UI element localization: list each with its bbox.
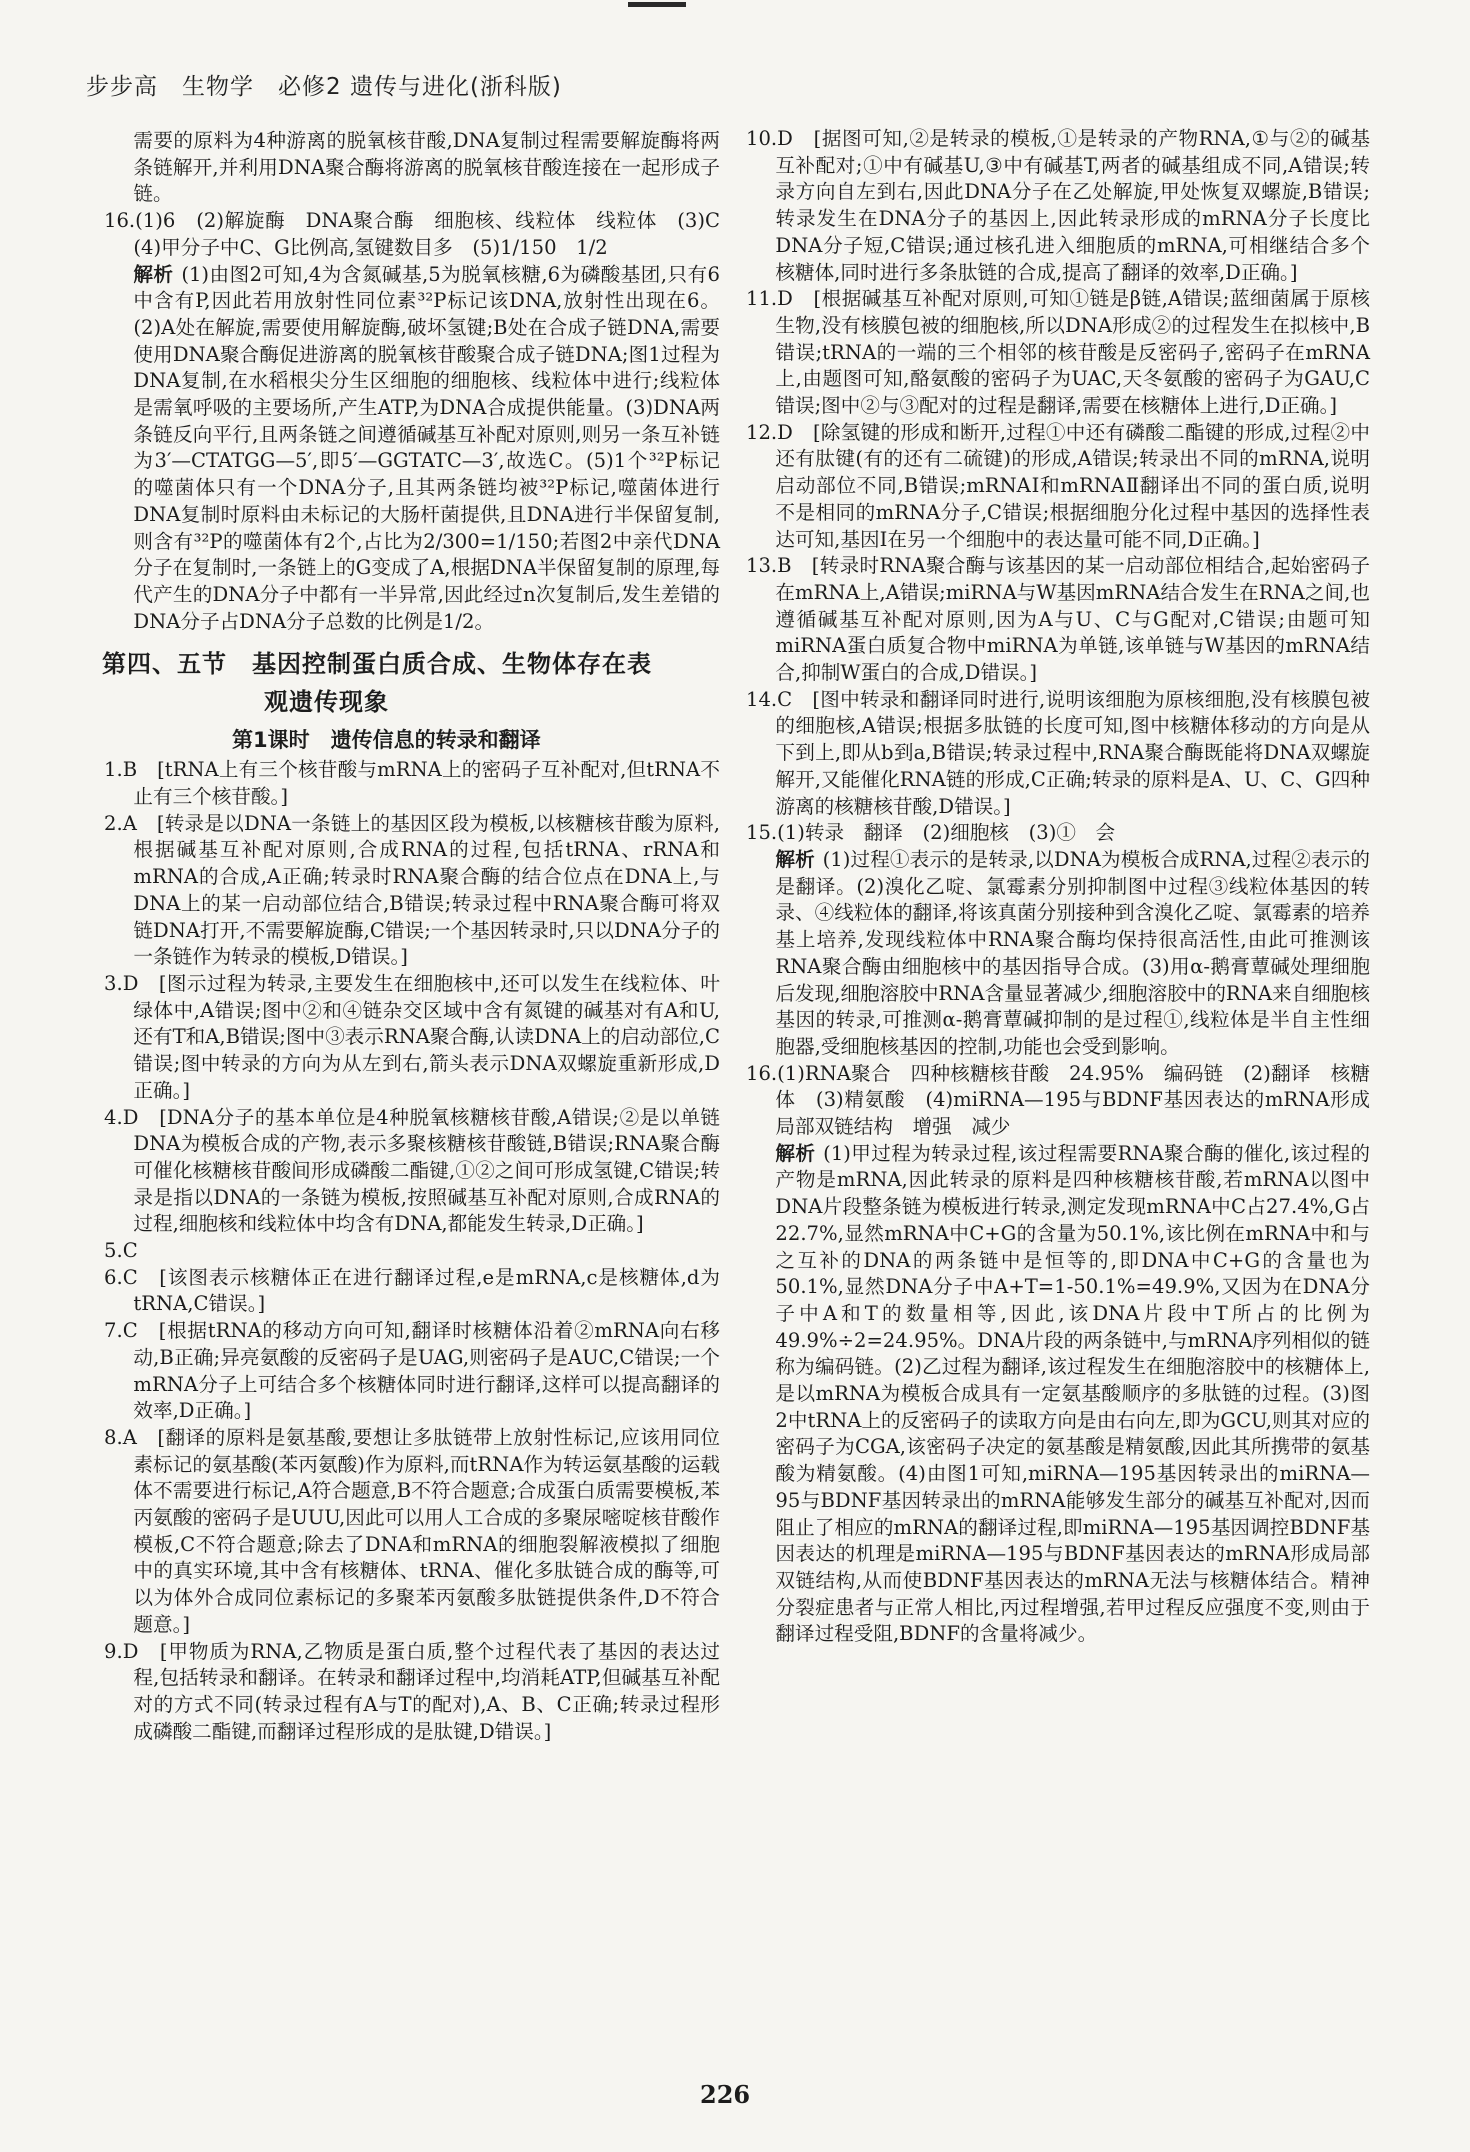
answer-14: 14.C [图中转录和翻译同时进行,说明该细胞为原核细胞,没有核膜包被的细胞核,A错误;根据多肽链的长度可知,图中核糖体移动的方向是从下到上,即从b到a,B错误;转录过程中,RNA聚合酶既能将DNA双螺旋解开,又能催化RNA链的形成,C正确;转录的原料是A、U、C、G四种游离的核糖核苷酸,D错误。] [746, 687, 1370, 818]
answer-16: 16.(1)6 (2)解旋酶 DNA聚合酶 细胞核、线粒体 线粒体 (3)C (4)甲分子中C、G比例高,氢键数目多 (5)1/150 1/2 [104, 209, 740, 259]
lesson-title: 第1课时 遗传信息的转录和翻译 [232, 728, 541, 753]
explanation-text: (1)过程①表示的是转录,以DNA为模板合成RNA,过程②表示的是翻译。(2)溴化乙啶、氯霉素分别抑制图中过程③线粒体基因的转录、④线粒体的翻译,将该真菌分别接种到含溴化乙啶、氯霉素的培养基上培养,发现线粒体中RNA聚合酶均保持很高活性,由此可推测该RNA聚合酶由细胞核中的基因指导合成。(3)用α-鹅膏蕈碱处理细胞后发现,细胞溶胶中RNA含量显著减少,细胞溶胶中的RNA来自细胞核基因的转录,可推测α-鹅膏蕈碱抑制的是过程①,线粒体是半自主性细胞器,受细胞核基因的控制,功能也会受到影响。 [775, 847, 1371, 1058]
answer-continuation: 需要的原料为4种游离的脱氧核苷酸,DNA复制过程需要解旋酶将两条链解开,并利用DNA聚合酶将游离的脱氧核苷酸连接在一起形成子链。 [133, 129, 720, 206]
answer-12: 12.D [除氢键的形成和断开,过程①中还有磷酸二酯键的形成,过程②中还有肽键(有的还有二硫键)的形成,A错误;转录出不同的mRNA,说明启动部位不同,B错误;mRNAⅠ和mRNAⅡ翻译出不同的蛋白质,说明不是相同的mRNA分子,C错误;根据细胞分化过程中基因的选择性表达可知,基因Ⅰ在另一个细胞中的表达量可能不同,D正确。] [746, 420, 1370, 551]
running-header: 步步高 生物学 必修2 遗传与进化(浙科版) [86, 74, 562, 100]
answer-4: 4.D [DNA分子的基本单位是4种脱氧核糖核苷酸,A错误;②是以单链DNA为模板合成的产物,表示多聚核糖核苷酸链,B错误;RNA聚合酶可催化核糖核苷酸间形成磷酸二酯键,①②之间可形成氢键,C错误;转录是指以DNA的一条链为模板,按照碱基互补配对原则,合成RNA的过程,细胞核和线粒体中均含有DNA,都能发生转录,D正确。] [104, 1105, 720, 1236]
answer-8: 8.A [翻译的原料是氨基酸,要想让多肽链带上放射性标记,应该用同位素标记的氨基酸(苯丙氨酸)作为原料,而tRNA作为转运氨基酸的运载体不需要进行标记,A符合题意,B不符合题意;合成蛋白质需要模板,苯丙氨酸的密码子是UUU,因此可以用人工合成的多聚尿嘧啶核苷酸作模板,C不符合题意;除去了DNA和mRNA的细胞裂解液模拟了细胞中的真实环境,其中含有核糖体、tRNA、催化多肽链合成的酶等,可以为体外合成同位素标记的多聚苯丙氨酸多肽链提供条件,D不符合题意。] [104, 1425, 720, 1636]
answer-16-right: 16.(1)RNA聚合 四种核糖核苷酸 24.95% 编码链 (2)翻译 核糖体 (3)精氨酸 (4)miRNA—195与BDNF基因表达的mRNA形成局部双链结构 增强 减少 [746, 1061, 1370, 1139]
explanation-label: 解析 [775, 1141, 816, 1165]
page-number: 226 [700, 2080, 751, 2109]
explanation-15 [746, 847, 1370, 1061]
answer-11: 11.D [根据碱基互补配对原则,可知①链是β链,A错误;蓝细菌属于原核生物,没有核膜包被的细胞核,所以DNA形成②的过程发生在拟核中,B错误;tRNA的一端的三个相邻的核苷酸是反密码子,密码子在mRNA上,由题图可知,酪氨酸的密码子为UAC,天冬氨酸的密码子为GAU,C错误;图中②与③配对的过程是翻译,需要在核糖体上进行,D正确。] [746, 287, 1370, 418]
answer-7: 7.C [根据tRNA的移动方向可知,翻译时核糖体沿着②mRNA向右移动,B正确;异亮氨酸的反密码子是UAG,则密码子是AUC,C错误;一个mRNA分子上可结合多个核糖体同时进行翻译,这样可以提高翻译的效率,D正确。] [104, 1319, 720, 1423]
answer-9: 9.D [甲物质为RNA,乙物质是蛋白质,整个过程代表了基因的表达过程,包括转录和翻译。在转录和翻译过程中,均消耗ATP,但碱基互补配对的方式不同(转录过程有A与T的配对),A、B、C正确;转录过程形成磷酸二酯键,而翻译过程形成的是肽键,D错误。] [104, 1639, 720, 1743]
explanation-16-right [746, 1141, 1370, 1648]
answer-13: 13.B [转录时RNA聚合酶与该基因的某一启动部位相结合,起始密码子在mRNA上,A错误;miRNA与W基因mRNA结合发生在RNA之间,也遵循碱基互补配对原则,因为A与U、C与G配对,C错误;由题可知miRNA蛋白质复合物中miRNA为单链,该单链与W基因的mRNA结合,抑制W蛋白的合成,D错误。] [746, 554, 1370, 685]
explanation-text: (1)甲过程为转录过程,该过程需要RNA聚合酶的催化,该过程的产物是mRNA,因此转录的原料是四种核糖核苷酸,若mRNA以图中DNA片段整条链为模板进行转录,测定发现mRNA中C占27.4%,G占22.7%,显然mRNA中C+G的含量为50.1%,该比例在mRNA中和与之互补的DNA的两条链中是恒等的,即DNA中C+G的含量也为50.1%,显然DNA分子中A+T=1-50.1%=49.9%,又因为在DNA分子中A和T的数量相等,因此,该DNA片段中T所占的比例为49.9%÷2=24.95%。DNA片段的两条链中,与mRNA序列相似的链称为编码链。(2)乙过程为翻译,该过程发生在细胞溶胶中的核糖体上,是以mRNA为模板合成具有一定氨基酸顺序的多肽链的过程。(3)图2中tRNA上的反密码子的读取方向是由右向左,即为GCU,则其对应的密码子为CGA,该密码子决定的氨基酸是精氨酸,因此其所携带的氨基酸为精氨酸。(4)由图1可知,miRNA—195基因转录出的miRNA—95与BDNF基因转录出的mRNA能够发生部分的碱基互补配对,因而阻止了相应的mRNA的翻译过程,即miRNA—195基因调控BDNF基因表达的机理是miRNA—195与BDNF基因表达的mRNA形成局部双链结构,从而使BDNF基因表达的mRNA无法与核糖体结合。精神分裂症患者与正常人相比,丙过程增强,若甲过程反应强度不变,则由于翻译过程受阻,BDNF的含量将减少。 [775, 1141, 1371, 1646]
answer-5: 5.C [104, 1239, 138, 1263]
answer-3: 3.D [图示过程为转录,主要发生在细胞核中,还可以发生在线粒体、叶绿体中,A错误;图中②和④链杂交区域中含有氮键的碱基对有A和U,还有T和A,B错误;图中③表示RNA聚合酶,认读DNA上的启动部位,C错误;图中转录的方向为从左到右,箭头表示DNA双螺旋重新形成,D正确。] [104, 971, 720, 1102]
section-title-line2: 观遗传现象 [264, 688, 389, 717]
answer-15: 15.(1)转录 翻译 (2)细胞核 (3)① 会 [746, 821, 1116, 845]
answer-2: 2.A [转录是以DNA一条链上的基因区段为模板,以核糖核苷酸为原料,根据碱基互补配对原则,合成RNA的过程,包括tRNA、rRNA和mRNA的合成,A正确;转录时RNA聚合酶的结合位点在DNA上,与DNA上的某一启动部位结合,B错误;转录过程中RNA聚合酶可将双链DNA打开,不需要解旋酶,C错误;一个基因转录时,只以DNA分子的一条链作为转录的模板,D错误。] [104, 811, 720, 969]
explanation-16 [104, 262, 720, 636]
answer-1: 1.B [tRNA上有三个核苷酸与mRNA上的密码子互补配对,但tRNA不止有三个核苷酸。] [104, 758, 720, 809]
section-title-line1: 第四、五节 基因控制蛋白质合成、生物体存在表 [102, 650, 652, 679]
right-column [746, 126, 1370, 1648]
left-column [102, 128, 740, 1745]
explanation-label: 解析 [775, 847, 815, 871]
explanation-text: (1)由图2可知,4为含氮碱基,5为脱氧核糖,6为磷酸基团,只有6中含有P,因此若用放射性同位素³²P标记该DNA,放射性出现在6。(2)A处在解旋,需要使用解旋酶,破坏氢键;B处在合成子链DNA,需要使用DNA聚合酶促进游离的脱氧核苷酸聚合成子链DNA;图1过程为DNA复制,在水稻根尖分生区细胞的细胞核、线粒体中进行;线粒体是需氧呼吸的主要场所,产生ATP,为DNA合成提供能量。(3)DNA两条链反向平行,且两条链之间遵循碱基互补配对原则,则另一条互补链为3′—CTATGG—5′,即5′—GGTATC—3′,故选C。(5)1个³²P标记的噬菌体只有一个DNA分子,且其两条链均被³²P标记,噬菌体进行DNA复制时原料由未标记的大肠杆菌提供,且DNA进行半保留复制,则含有³²P的噬菌体有2个,占比为2/300=1/150;若图2中亲代DNA分子在复制时,一条链上的G变成了A,根据DNA半保留复制的原理,每代产生的DNA分子中都有一半异常,因此经过n次复制后,发生差错的DNA分子占DNA分子总数的比例是1/2。 [133, 262, 720, 633]
answer-10: 10.D [据图可知,②是转录的模板,①是转录的产物RNA,①与②的碱基互补配对;①中有碱基U,③中有碱基T,两者的碱基组成不同,A错误;转录方向自左到右,因此DNA分子在乙处解旋,甲处恢复双螺旋,B错误;转录发生在DNA分子的基因上,因此转录形成的mRNA分子长度比DNA分子短,C错误;通过核孔进入细胞质的mRNA,可相继结合多个核糖体,同时进行多条肽链的合成,提高了翻译的效率,D正确。] [746, 127, 1370, 284]
top-mark [628, 2, 686, 7]
answer-6: 6.C [该图表示核糖体正在进行翻译过程,e是mRNA,c是核糖体,d为tRNA,C错误。] [104, 1265, 720, 1316]
explanation-label: 解析 [133, 262, 174, 286]
